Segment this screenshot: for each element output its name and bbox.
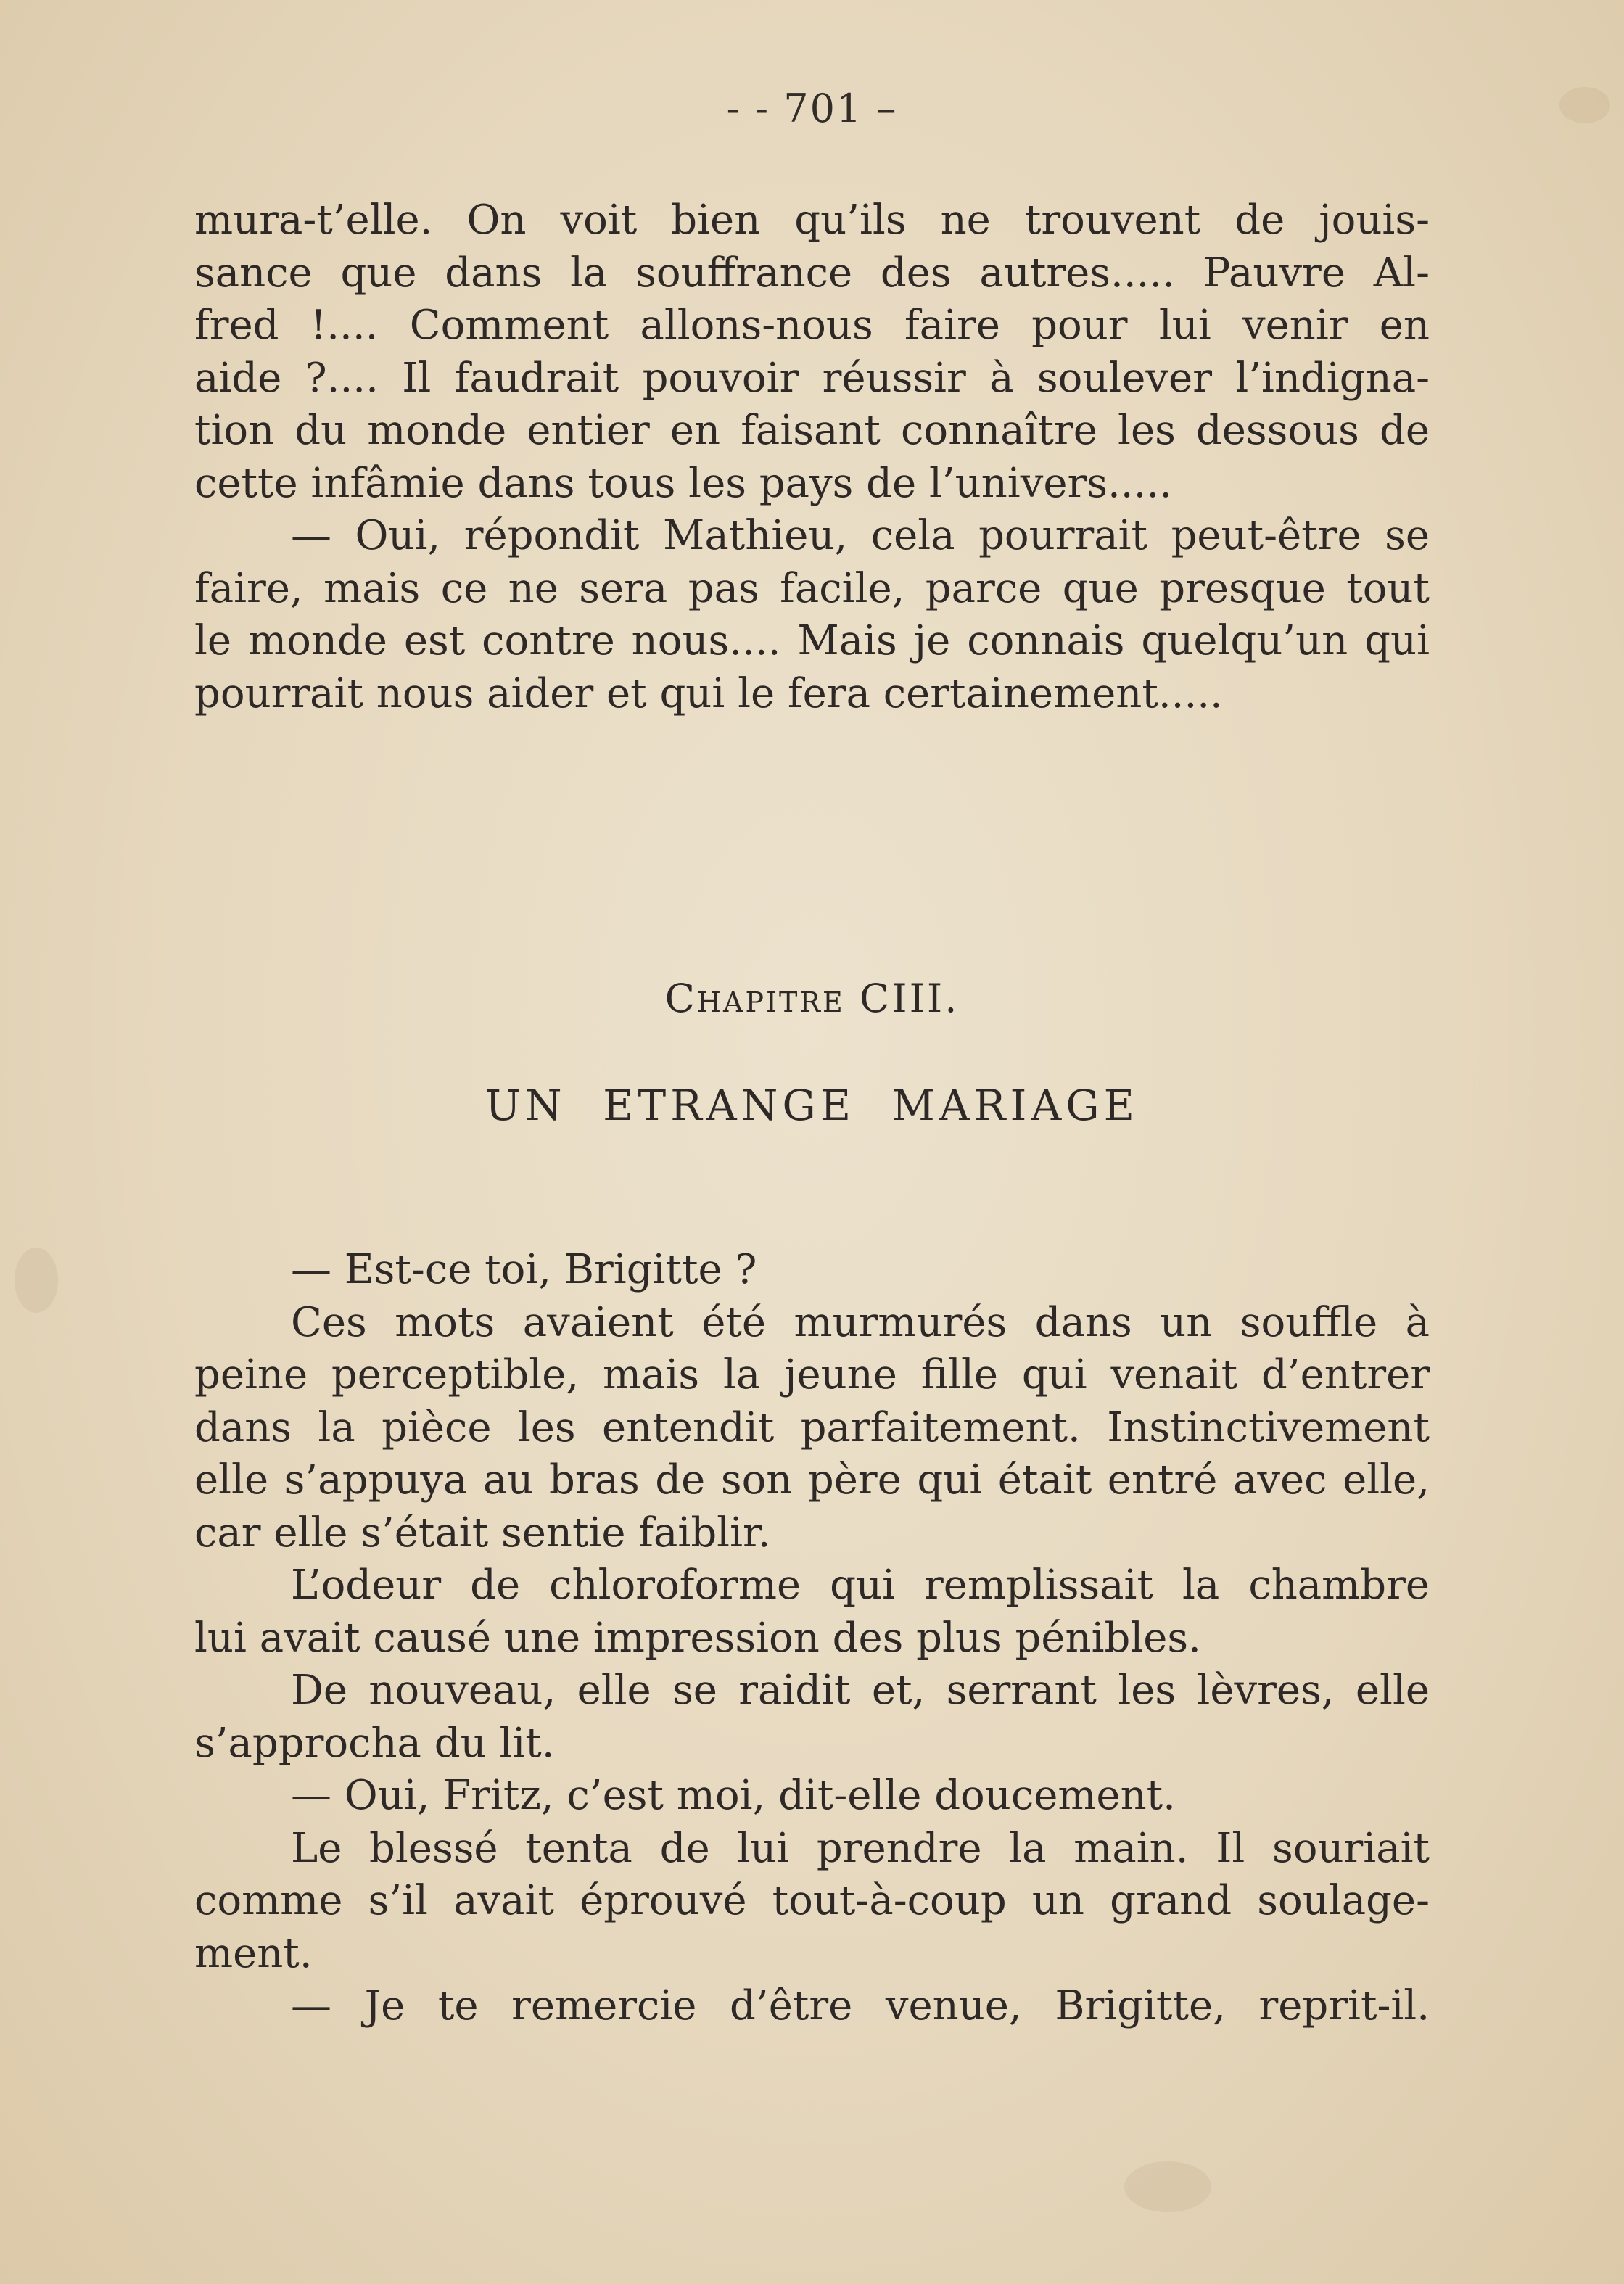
text-line: ment.: [194, 1929, 313, 1977]
chapter-label: Chapitre: [664, 976, 845, 1021]
chapter-title: UN ETRANGE MARIAGE: [485, 1081, 1139, 1130]
text-line: cette infâmie dans tous les pays de l’univers.....: [194, 459, 1172, 507]
text-line: — Est-ce toi, Brigitte ?: [291, 1246, 757, 1293]
text-line: — Je te remercie d’être venue, Brigitte, reprit-il.: [291, 1982, 1430, 2029]
text-line: fred !.... Comment allons-nous faire pour lui venir en: [194, 302, 1430, 349]
text-line: Le blessé tenta de lui prendre la main. Il souriait: [291, 1824, 1430, 1872]
text-line: Ces mots avaient été murmurés dans un souffle à: [291, 1298, 1430, 1346]
text-line: — Oui, Fritz, c’est moi, dit-elle doucement.: [291, 1772, 1176, 1819]
text-line: peine perceptible, mais la jeune fille qui venait d’entrer: [194, 1351, 1430, 1398]
top-text-block: [194, 194, 1430, 720]
page-number: - - 701 –: [726, 86, 898, 131]
paper-stain: [1124, 2161, 1211, 2212]
text-line: dans la pièce les entendit parfaitement. Instinctivement: [194, 1403, 1430, 1451]
text-line: — Oui, répondit Mathieu, cela pourrait peut-être se: [291, 512, 1430, 559]
text-line: De nouveau, elle se raidit et, serrant les lèvres, elle: [291, 1667, 1430, 1714]
text-line: L’odeur de chloroforme qui remplissait la chambre: [291, 1562, 1430, 1609]
text-line: comme s’il avait éprouvé tout-à-coup un grand soulage-: [194, 1877, 1430, 1924]
text-line: sance que dans la souffrance des autres..... Pauvre Al-: [194, 249, 1430, 297]
text-line: faire, mais ce ne sera pas facile, parce que presque tout: [194, 564, 1430, 612]
text-line: aide ?.... Il faudrait pouvoir réussir à soulever l’indigna-: [194, 354, 1430, 402]
chapter-heading: [0, 976, 1624, 1021]
text-line: pourrait nous aider et qui le fera certainement.....: [194, 669, 1223, 717]
text-line: tion du monde entier en faisant connaître les dessous de: [194, 407, 1430, 454]
text-line: lui avait causé une impression des plus pénibles.: [194, 1614, 1201, 1662]
text-line: mura-t’elle. On voit bien qu’ils ne trouvent de jouis-: [194, 197, 1430, 244]
paper-stain: [15, 1248, 58, 1313]
bottom-text-block: [194, 1244, 1430, 2033]
text-line: s’approcha du lit.: [194, 1719, 555, 1767]
text-line: car elle s’était sentie faiblir.: [194, 1509, 771, 1557]
text-line: elle s’appuya au bras de son père qui était entré avec elle,: [194, 1456, 1430, 1504]
chapter-number: CIII.: [859, 976, 960, 1021]
text-line: le monde est contre nous.... Mais je connais quelqu’un qui: [194, 617, 1430, 664]
